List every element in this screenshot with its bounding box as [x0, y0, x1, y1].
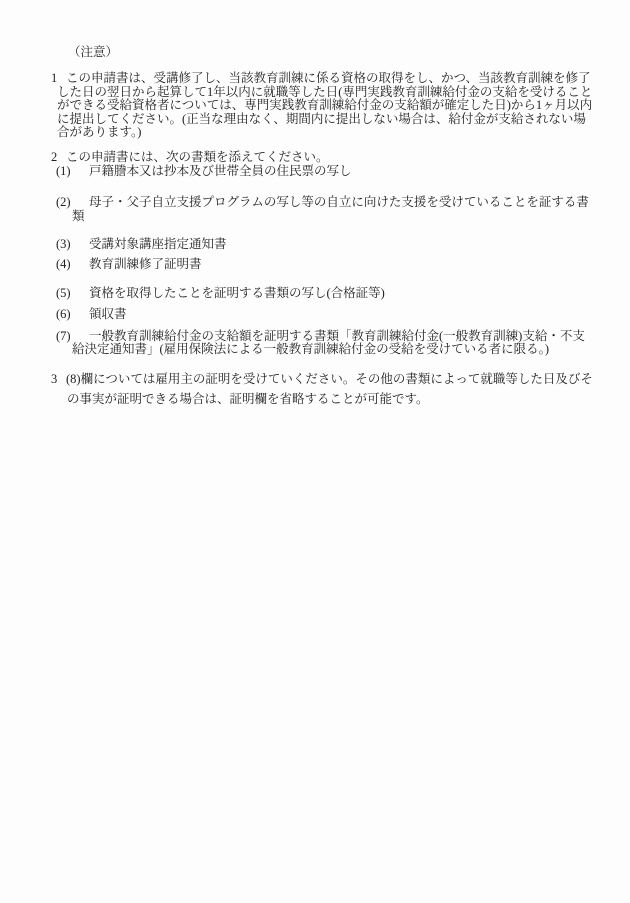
- note-item-3-text: (8)欄については雇用主の証明を受けていください。その他の書類によって就職等した日及びその事実が証明できる場合は、証明欄を省略することが可能です。: [66, 371, 593, 406]
- note-item-2-text: この申請書には、次の書類を添えてください。: [66, 150, 329, 165]
- attachment-item-7: [51, 330, 597, 357]
- attachment-item-3-text: 受講対象講座指定通知書: [89, 237, 227, 252]
- attachment-item-5-text: 資格を取得したことを証明する書類の写し(合格証等): [89, 285, 385, 300]
- attachment-item-7-number: (7): [56, 328, 71, 343]
- attachment-item-2-text: 母子・父子自立支援プログラムの写し等の自立に向けた支援を受けていることを証する書類: [72, 195, 589, 223]
- attachment-item-1-number: (1): [56, 163, 71, 178]
- attachment-item-1-text: 戸籍謄本又は抄本及び世帯全員の住民票の写し: [89, 163, 352, 178]
- attachment-item-2: [51, 196, 597, 223]
- attachment-item-5: [51, 287, 597, 300]
- note-item-1-text: この申請書は、受講修了し、当該教育訓練に係る資格の取得をし、かつ、当該教育訓練を修了した日の翌日から起算して1年以内に就職等した日(専門実践教育訓練給付金の支給を受けることができる受給資格者については、専門実践教育訓練給付金の支給額が確定した日)から1ヶ月以内に提出してください。(正当な理由なく、期間内に提出しない場合は、給付金が支給されない場合があります。): [57, 71, 593, 140]
- attachment-item-4-number: (4): [56, 257, 71, 272]
- note-item-3-number: 3: [51, 371, 58, 386]
- attachment-item-3: [51, 238, 597, 251]
- note-item-2-number: 2: [51, 150, 58, 165]
- attachment-item-6-number: (6): [56, 307, 71, 322]
- notice-title: （注意）: [68, 45, 119, 59]
- note-item-2-heading: [51, 151, 597, 164]
- attachment-item-4-text: 教育訓練修了証明書: [89, 257, 202, 272]
- attachment-item-2-number: (2): [56, 195, 71, 210]
- attachment-item-7-text: 一般教育訓練給付金の支給額を証明する書類「教育訓練給付金(一般教育訓練)支給・不支給決定通知書」(雇用保険法による一般教育訓練給付金の受給を受けている者に限る。): [72, 328, 585, 357]
- note-item-1: [51, 72, 597, 139]
- attachment-item-5-number: (5): [56, 285, 71, 300]
- note-item-3: [51, 369, 597, 409]
- attachments-list: [51, 165, 597, 357]
- attachment-item-1: [51, 165, 597, 178]
- attachment-item-4: [51, 258, 597, 271]
- note-item-2: [51, 151, 597, 356]
- attachment-item-6: [51, 308, 597, 321]
- attachment-item-3-number: (3): [56, 237, 71, 252]
- note-item-1-number: 1: [51, 71, 58, 86]
- attachment-item-6-text: 領収書: [89, 307, 127, 322]
